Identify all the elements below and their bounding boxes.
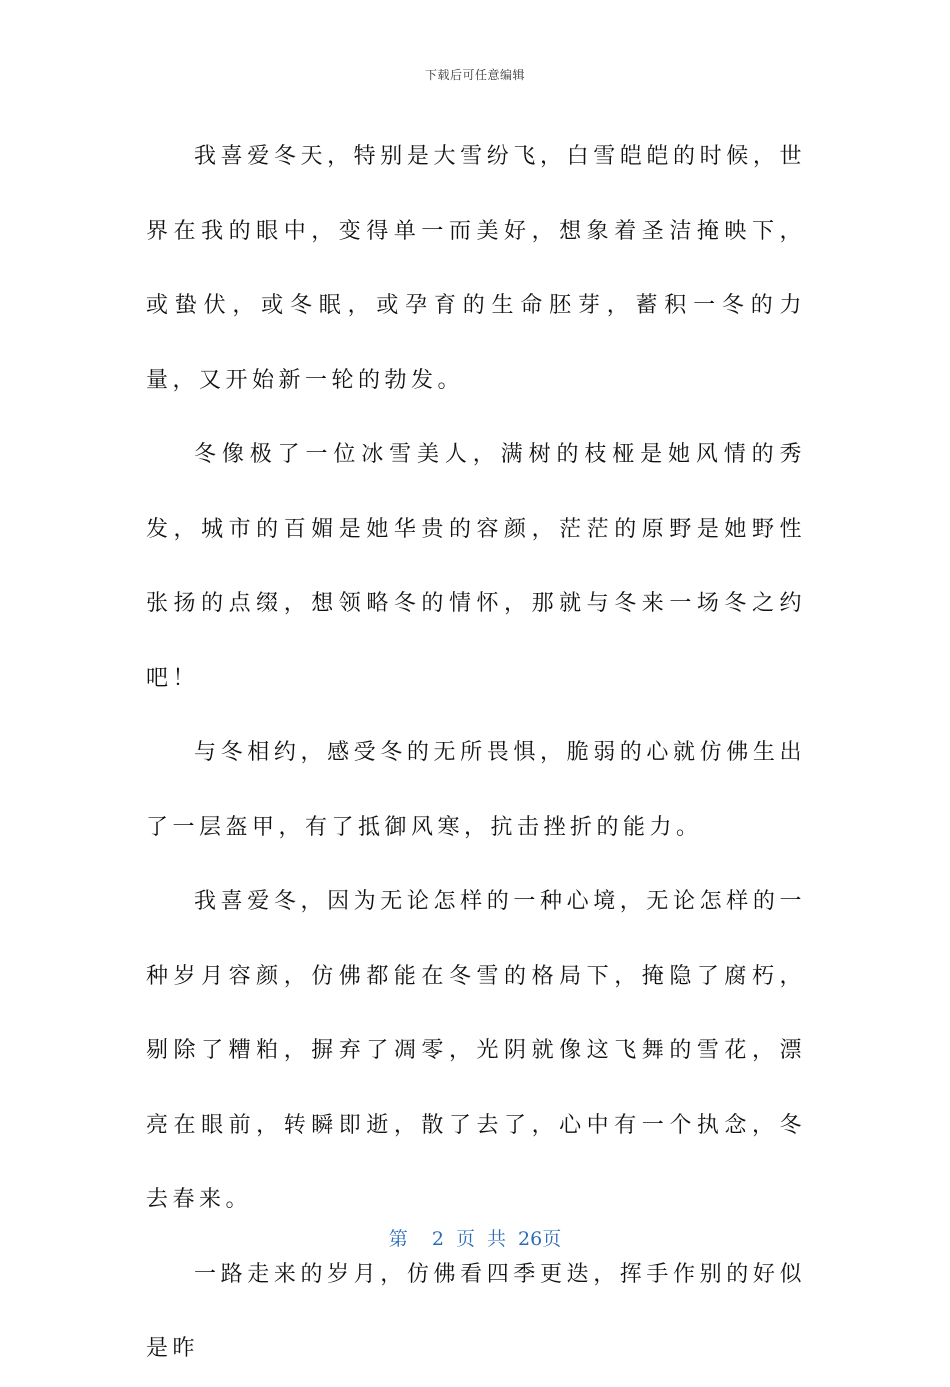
document-body: [146, 120, 806, 1387]
page-number-label: 第 2 页 共 26页: [388, 1228, 562, 1250]
paragraph: 我喜爱冬天，特别是大雪纷飞，白雪皑皑的时候，世界在我的眼中，变得单一而美好，想象着圣洁掩映下，或蛰伏，或冬眠，或孕育的生命胚芽，蓄积一冬的力量，又开始新一轮的勃发。: [146, 144, 806, 393]
paragraph: 冬像极了一位冰雪美人，满树的枝桠是她风情的秀发，城市的百媚是她华贵的容颜，茫茫的原野是她野性张扬的点缀，想领略冬的情怀，那就与冬来一场冬之约吧！: [146, 442, 806, 691]
page-header-note: 下载后可任意编辑: [424, 68, 525, 82]
paragraph: 与冬相约，感受冬的无所畏惧，脆弱的心就仿佛生出了一层盔甲，有了抵御风寒，抗击挫折的能力。: [146, 740, 806, 840]
paragraph: 我喜爱冬，因为无论怎样的一种心境，无论怎样的一种岁月容颜，仿佛都能在冬雪的格局下，掩隐了腐朽，剔除了糟粕，摒弃了凋零，光阴就像这飞舞的雪花，漂亮在眼前，转瞬即逝，散了去了，心中有一个执念，冬去春来。: [146, 889, 806, 1212]
paragraph: 一路走来的岁月，仿佛看四季更迭，挥手作别的好似是昨: [146, 1261, 806, 1361]
page-number-footer: [0, 1224, 950, 1251]
